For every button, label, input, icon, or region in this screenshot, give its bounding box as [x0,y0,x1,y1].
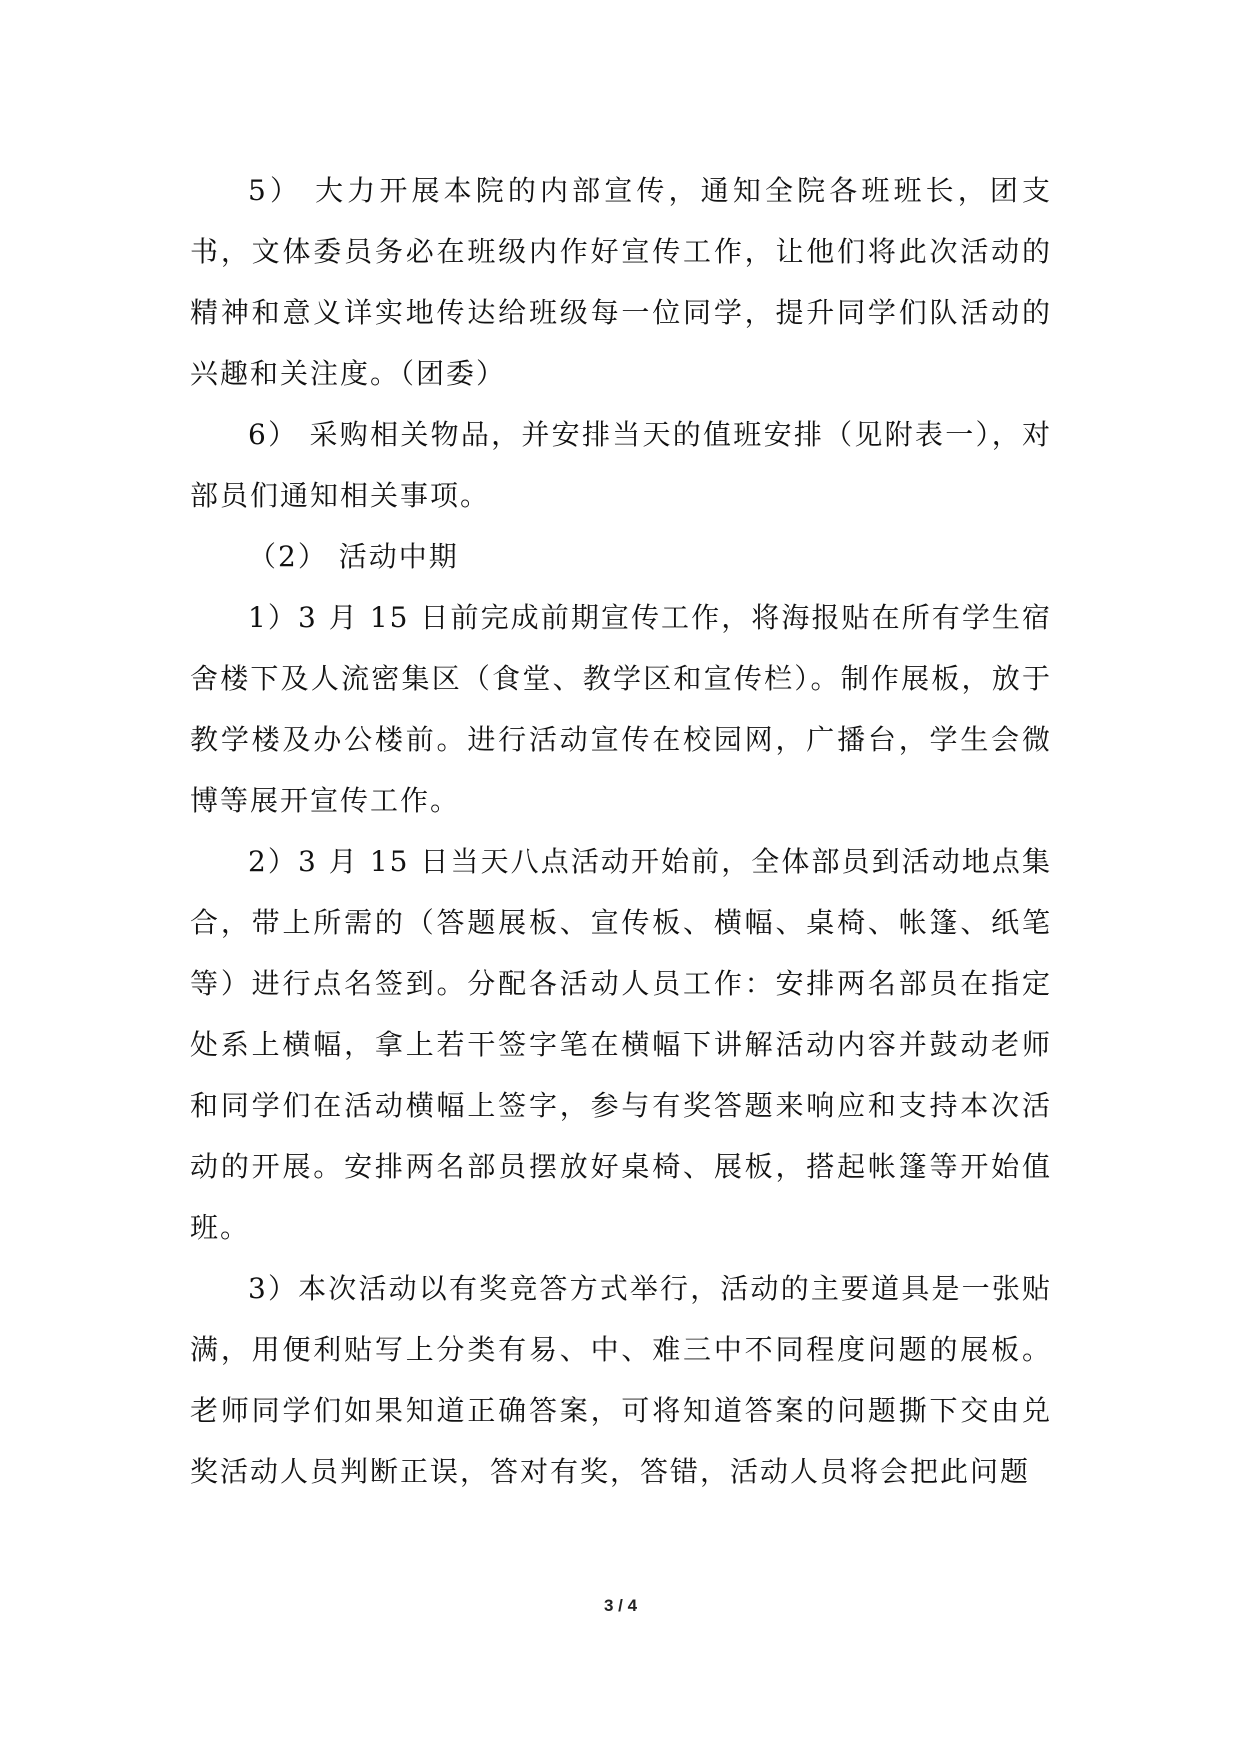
paragraph-step-2: 2）3 月 15 日当天八点活动开始前，全体部员到活动地点集合，带上所需的（答题展板、宣传板、横幅、桌椅、帐篷、纸笔等）进行点名签到。分配各活动人员工作：安排两名部员在指定处系上横幅，拿上若干签字笔在横幅下讲解活动内容并鼓动老师和同学们在活动横幅上签字，参与有奖答题来响应和支持本次活动的开展。安排两名部员摆放好桌椅、展板，搭起帐篷等开始值班。 [190,845,1052,1244]
paragraph-step-1: 1）3 月 15 日前完成前期宣传工作，将海报贴在所有学生宿舍楼下及人流密集区（食堂、教学区和宣传栏）。制作展板，放于教学楼及办公楼前。进行活动宣传在校园网，广播台，学生会微博等展开宣传工作。 [190,601,1052,817]
document-body [190,160,1052,1502]
page-number: 3 / 4 [603,1596,638,1615]
section-heading-mid-phase: （2） 活动中期 [248,540,459,573]
paragraph-step-3: 3）本次活动以有奖竞答方式举行，活动的主要道具是一张贴满，用便利贴写上分类有易、中、难三中不同程度问题的展板。老师同学们如果知道正确答案，可将知道答案的问题撕下交由兑奖活动人员判断正误，答对有奖，答错，活动人员将会把此问题 [190,1272,1052,1488]
paragraph-item-5: 5） 大力开展本院的内部宣传，通知全院各班班长，团支书，文体委员务必在班级内作好宣传工作，让他们将此次活动的精神和意义详实地传达给班级每一位同学，提升同学们队活动的兴趣和关注度。（团委） [190,174,1052,390]
paragraph-item-6: 6） 采购相关物品，并安排当天的值班安排（见附表一），对部员们通知相关事项。 [190,418,1052,512]
